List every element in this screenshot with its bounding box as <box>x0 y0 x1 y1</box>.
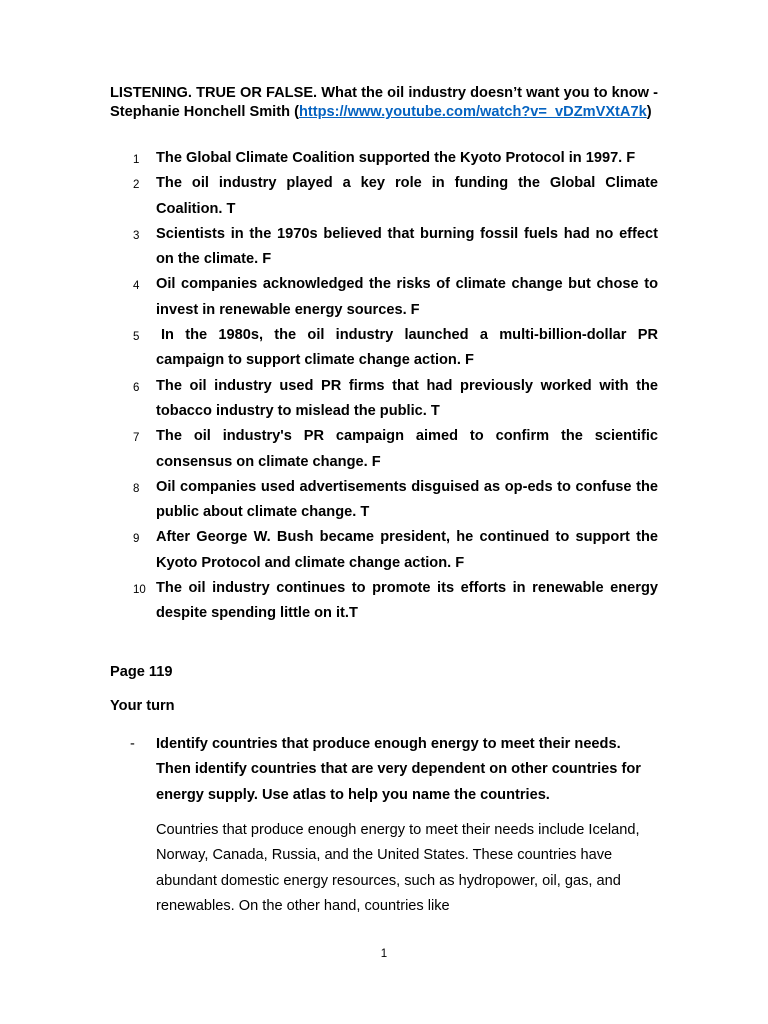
page-label: Page 119 <box>110 664 173 680</box>
bullet-dash: - <box>130 736 135 752</box>
item-text: Oil companies used advertisements disguised as op-eds to confuse the public about climate change. T <box>156 478 658 521</box>
item-text: The Global Climate Coalition supported the Kyoto Protocol in 1997. F <box>156 150 636 166</box>
worksheet-heading <box>110 84 658 122</box>
item-number: 4 <box>133 280 140 293</box>
item-number: 1 <box>133 154 140 166</box>
heading-text: LISTENING. TRUE OR FALSE. What the oil industry doesn’t want you to know - Stephanie Honchell Smith ( <box>110 85 658 120</box>
item-number: 10 <box>133 584 146 597</box>
task-text: Identify countries that produce enough energy to meet their needs. Then identify countries that are very dependent on other countries for energy supply. Use atlas to help you name the countries. <box>156 736 641 803</box>
item-number: 7 <box>133 432 140 445</box>
list-item <box>110 272 658 323</box>
item-text: Scientists in the 1970s believed that burning fossil fuels had no effect on the climate. F <box>156 225 658 268</box>
youtube-link[interactable]: https://www.youtube.com/watch?v=_vDZmVXtA7k <box>298 104 647 120</box>
answer-paragraph: Countries that produce enough energy to meet their needs include Iceland, Norway, Canada, Russia, and the United States. These countries have abundant domestic energy resources, such as hydropower, oil, gas, and renewables. On the other hand, countries like <box>156 822 640 914</box>
item-text: The oil industry used PR firms that had previously worked with the tobacco industry to mislead the public. T <box>156 377 658 419</box>
item-text: After George W. Bush became president, he continued to support the Kyoto Protocol and climate change action. F <box>156 529 658 571</box>
item-number: 2 <box>133 179 140 192</box>
item-number: 6 <box>133 381 140 394</box>
item-text: In the 1980s, the oil industry launched a multi-billion-dollar PR campaign to support climate change action. F <box>156 327 658 369</box>
item-text: Oil companies acknowledged the risks of climate change but chose to invest in renewable energy sources. F <box>156 276 658 318</box>
list-item <box>110 222 658 273</box>
item-number: 9 <box>133 533 140 546</box>
true-false-list <box>110 146 658 627</box>
item-text: The oil industry continues to promote its efforts in renewable energy despite spending little on it.T <box>156 580 658 622</box>
list-item <box>110 146 658 171</box>
heading-close: ) <box>646 104 652 120</box>
list-item <box>110 374 658 425</box>
item-number: 8 <box>133 482 140 495</box>
task-bullet <box>110 732 658 808</box>
item-number: 3 <box>133 229 140 242</box>
your-turn-heading: Your turn <box>110 698 175 714</box>
list-item <box>110 323 658 374</box>
list-item <box>110 424 658 475</box>
list-item <box>110 576 658 627</box>
list-item <box>110 475 658 526</box>
item-text: The oil industry's PR campaign aimed to confirm the scientific consensus on climate change. F <box>156 428 658 470</box>
list-item <box>110 525 658 576</box>
item-number: 5 <box>133 331 140 344</box>
item-text: The oil industry played a key role in funding the Global Climate Coalition. T <box>156 175 658 217</box>
list-item <box>110 171 658 222</box>
page-number: 1 <box>380 948 388 960</box>
